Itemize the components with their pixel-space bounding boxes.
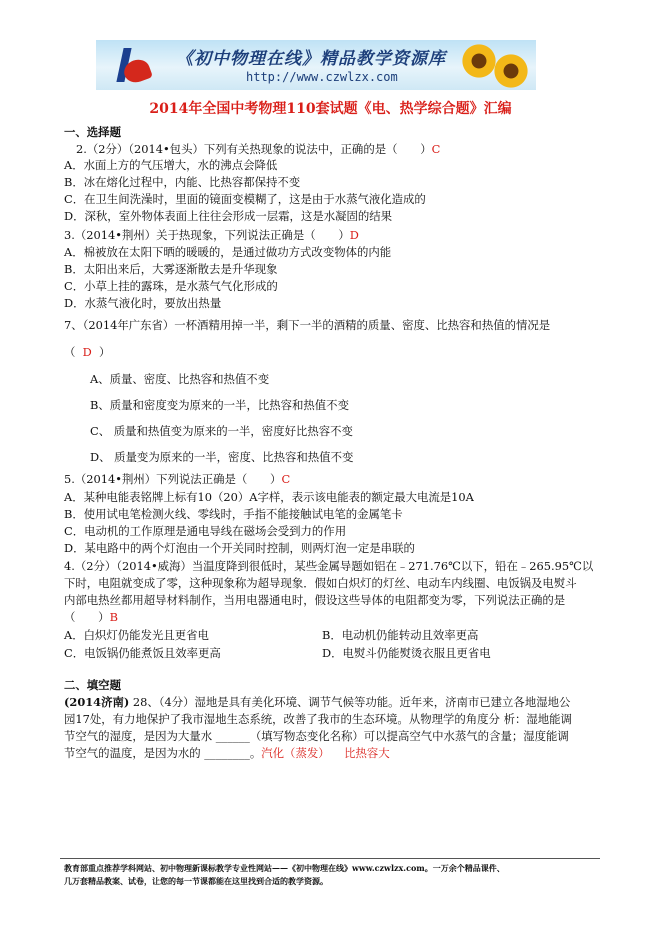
option: D．水蒸气液化时，要放出热量 xyxy=(64,296,222,310)
question-5-stem: 5.（2014•荆州）下列说法正确是（ ）C xyxy=(64,472,291,486)
question-4-answer: （ ）B xyxy=(64,610,118,624)
question-4-line: 下时，电阻就变成了零，这种现象称为超导现象．假如白炽灯的灯丝、电动车内线圈、电饭锅及电熨斗 xyxy=(64,576,577,590)
footer-divider xyxy=(60,858,600,859)
option: B．冰在熔化过程中，内能、比热容都保持不变 xyxy=(64,175,301,189)
option: D、 质量变为原来的一半，密度、比热容和热值不变 xyxy=(90,450,354,464)
answer-mark: D xyxy=(349,228,359,242)
site-logo-icon xyxy=(118,46,158,86)
question-7-answer: （ D ） xyxy=(64,345,111,359)
footer-text: 几万套精品教案、试卷，让您的每一节课都能在这里找到合适的教学资源。 xyxy=(64,876,328,886)
option: B．太阳出来后，大雾逐渐散去是升华现象 xyxy=(64,262,278,276)
option: C．电动机的工作原理是通电导线在磁场会受到力的作用 xyxy=(64,524,347,538)
question-2-stem: 2.（2分）（2014•包头）下列有关热现象的说法中，正确的是（ ）C xyxy=(76,142,441,156)
banner-url: http://www.czwlzx.com xyxy=(246,70,398,84)
option: B．使用试电笔检测火线、零线时，手指不能接触试电笔的金属笔卡 xyxy=(64,507,403,521)
answer-mark: D xyxy=(82,345,92,359)
option: A．某种电能表铭牌上标有10（20）A字样，表示该电能表的额定最大电流是10A xyxy=(64,490,474,504)
fill-question-line: (2014济南) 28、（4分）湿地是具有美化环境、调节气候等功能。近年来，济南市已建立各地湿地公 xyxy=(64,695,571,709)
document-title: 2014年全国中考物理110套试题《电、热学综合题》汇编 xyxy=(149,101,512,117)
section-heading-choice: 一、选择题 xyxy=(64,125,121,139)
question-4-line: 4.（2分）（2014•威海）当温度降到很低时，某些金属导题如铝在﹣271.76℃以下，铅在﹣265.95℃以 xyxy=(64,559,594,573)
header-banner xyxy=(96,40,536,90)
question-4-line: 内部电热丝都用超导材料制作，当用电器通电时，假设这些导体的电阻都变为零，下列说法正确的是 xyxy=(64,593,566,607)
footer-text: 教育部重点推荐学科网站、初中物理新课标教学专业性网站——《初中物理在线》www.czwlzx.com。一万余个精品课件、 xyxy=(64,863,505,873)
option: A、质量、密度、比热容和热值不变 xyxy=(90,372,270,386)
option: B、质量和密度变为原来的一半，比热容和热值不变 xyxy=(90,398,349,412)
option: B．电动机仍能转动且效率更高 xyxy=(322,628,479,642)
section-heading-fill: 二、填空题 xyxy=(64,678,121,692)
option: C．小草上挂的露珠，是水蒸气气化形成的 xyxy=(64,279,278,293)
answer-mark: C xyxy=(431,142,441,156)
question-7-stem: 7、（2014年广东省）一杯酒精用掉一半，剩下一半的酒精的质量、密度、比热容和热值的情况是 xyxy=(64,318,551,332)
answer-mark: C xyxy=(281,472,291,486)
option: A．水面上方的气压增大，水的沸点会降低 xyxy=(64,158,278,172)
sunflower-icon xyxy=(462,44,496,78)
question-3-stem: 3.（2014•荆州）关于热现象，下列说法正确是（ ）D xyxy=(64,228,359,242)
sunflower-icon xyxy=(494,54,528,88)
option: D．某电路中的两个灯泡由一个开关同时控制，则两灯泡一定是串联的 xyxy=(64,541,415,555)
answer-mark: 汽化（蒸发） xyxy=(261,746,330,760)
option: A．白炽灯仍能发光且更省电 xyxy=(64,628,209,642)
answer-mark: B xyxy=(109,610,118,624)
banner-title: 《初中物理在线》精品教学资源库 xyxy=(176,49,446,69)
option: D．深秋，室外物体表面上往往会形成一层霜，这是水凝固的结果 xyxy=(64,209,393,223)
option: A．棉被放在太阳下晒的暖暖的，是通过做功方式改变物体的内能 xyxy=(64,245,392,259)
option: C、 质量和热值变为原来的一半，密度好比热容不变 xyxy=(90,424,353,438)
fill-question-line: 节空气的湿度，是因为大量水 ______（填写物态变化名称）可以提高空气中水蒸气的含量；湿度能调 xyxy=(64,729,569,743)
fill-question-line: 园17处，有力地保护了我市湿地生态系统，改善了我市的生态环境。从物理学的角度分 析：湿地能调 xyxy=(64,712,572,726)
option: C．在卫生间洗澡时，里面的镜面变模糊了，这是由于水蒸气液化造成的 xyxy=(64,192,426,206)
fill-question-line: 节空气的温度，是因为水的 ________。汽化（蒸发） 比热容大 xyxy=(64,746,390,760)
option: C．电饭锅仍能煮饭且效率更高 xyxy=(64,646,221,660)
answer-mark: 比热容大 xyxy=(344,746,390,760)
question-source: (2014济南) xyxy=(64,695,130,709)
option: D．电熨斗仍能熨烫衣服且更省电 xyxy=(322,646,491,660)
